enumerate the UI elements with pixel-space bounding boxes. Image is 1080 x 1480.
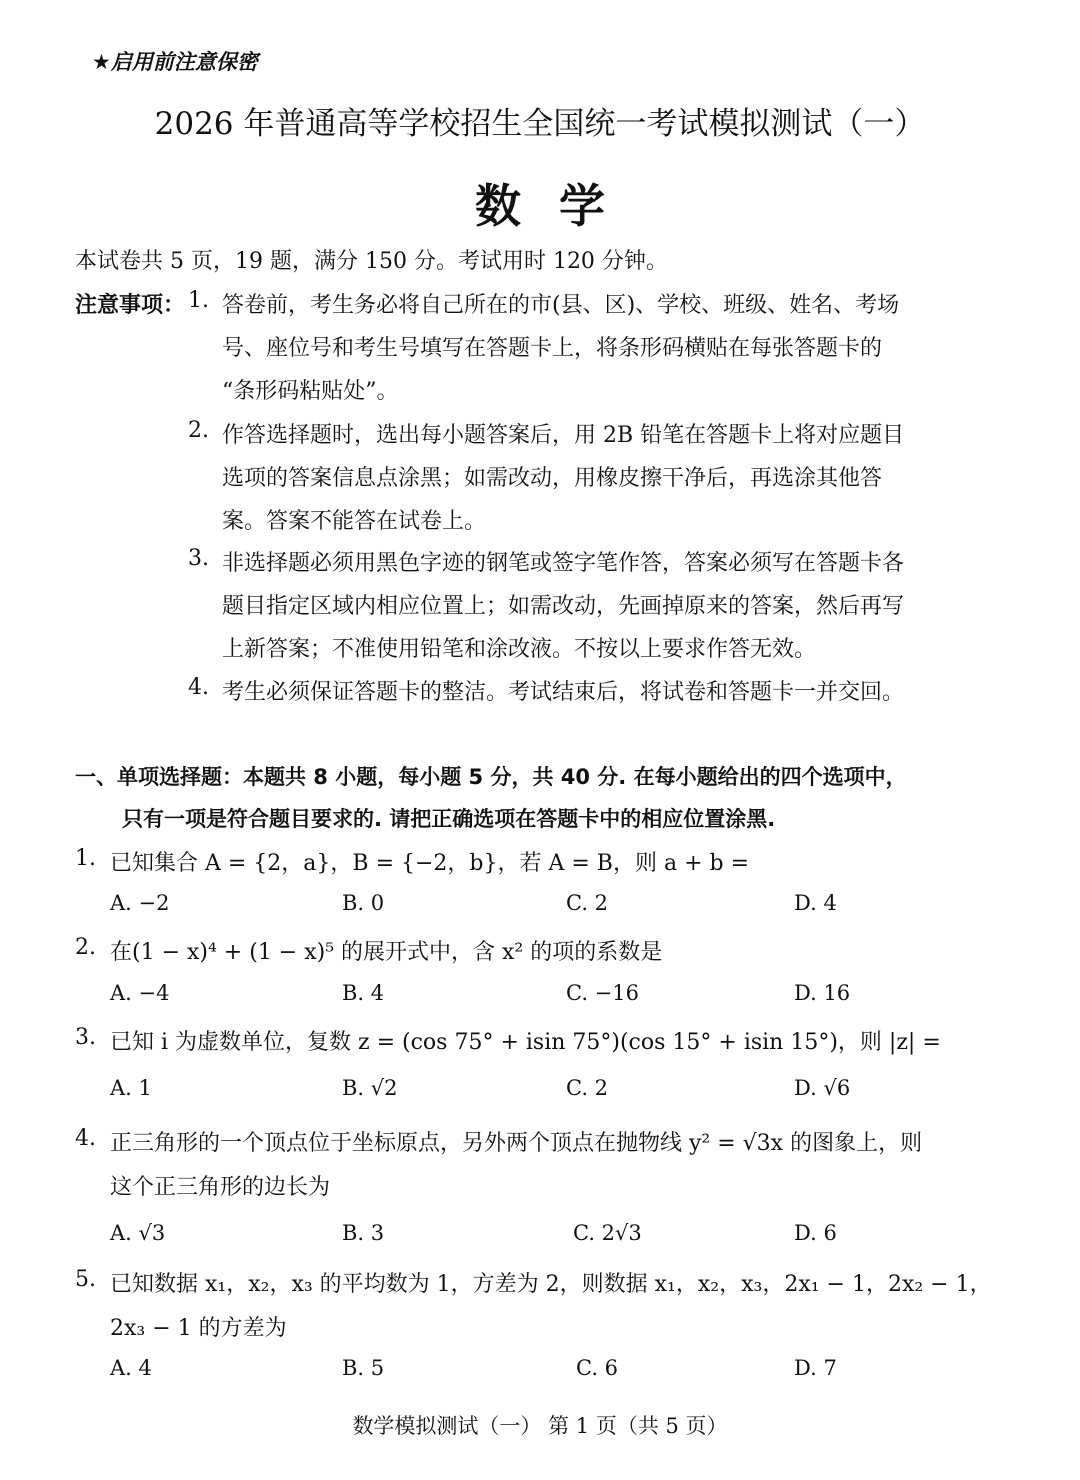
option-b: B. 3 <box>342 1221 385 1245</box>
option-c: C. 2 <box>566 1076 609 1100</box>
option-b: B. 5 <box>342 1356 385 1380</box>
option-d: D. 7 <box>794 1356 837 1380</box>
option-b: B. 0 <box>342 891 385 915</box>
question-stem-continued: 这个正三角形的边长为 <box>110 1175 331 1200</box>
notice-item-line: 上新答案；不准使用铅笔和涂改液。不按以上要求作答无效。 <box>222 637 817 662</box>
option-d: D. 6 <box>794 1221 837 1245</box>
option-c: C. 6 <box>576 1356 619 1380</box>
notice-item-line: 选项的答案信息点涂黑；如需改动，用橡皮擦干净后，再选涂其他答 <box>222 466 883 491</box>
option-c: C. 2 <box>566 891 609 915</box>
question-stem-continued: 2x₃ − 1 的方差为 <box>110 1316 287 1341</box>
notice-item-number: 3. <box>188 546 209 571</box>
notice-item-line: 案。答案不能答在试卷上。 <box>222 509 487 534</box>
question-number: 2. <box>75 935 96 960</box>
exam-intro: 本试卷共 5 页，19 题，满分 150 分。考试用时 120 分钟。 <box>75 249 668 274</box>
option-c: C. −16 <box>566 981 639 1005</box>
notice-item-number: 2. <box>188 418 209 443</box>
option-a: A. √3 <box>110 1221 166 1245</box>
option-a: A. −4 <box>110 981 170 1005</box>
notice-item-number: 4. <box>188 675 209 700</box>
subject-title: 数学 <box>475 179 643 233</box>
question-stem: 已知集合 A = {2，a}，B = {−2，b}，若 A = B，则 a + b = <box>110 851 750 876</box>
notice-label: 注意事项： <box>75 293 186 318</box>
notice-item-number: 1. <box>188 288 209 313</box>
question-number: 4. <box>75 1126 96 1151</box>
option-d: D. √6 <box>794 1076 851 1100</box>
notice-item-line: 非选择题必须用黑色字迹的钢笔或签字笔作答，答案必须写在答题卡各 <box>222 551 905 576</box>
notice-item-line: 题目指定区域内相应位置上；如需改动，先画掉原来的答案，然后再写 <box>222 594 905 619</box>
option-a: A. 4 <box>110 1356 152 1380</box>
confidential-notice: ★启用前注意保密 <box>92 50 258 74</box>
question-stem: 在(1 − x)⁴ + (1 − x)⁵ 的展开式中，含 x² 的项的系数是 <box>110 940 663 965</box>
notice-item-line: 答卷前，考生务必将自己所在的市(县、区)、学校、班级、姓名、考场 <box>222 293 900 318</box>
option-d: D. 16 <box>794 981 851 1005</box>
page-footer: 数学模拟测试（一） 第 1 页（共 5 页） <box>352 1414 728 1438</box>
question-number: 5. <box>75 1267 96 1292</box>
question-number: 3. <box>75 1025 96 1050</box>
option-b: B. 4 <box>342 981 385 1005</box>
option-d: D. 4 <box>794 891 837 915</box>
option-a: A. 1 <box>110 1076 152 1100</box>
question-stem: 正三角形的一个顶点位于坐标原点，另外两个顶点在抛物线 y² = √3x 的图象上，则 <box>110 1131 923 1156</box>
question-number: 1. <box>75 846 96 871</box>
notice-item-line: “条形码粘贴处”。 <box>222 379 399 404</box>
question-stem: 已知数据 x₁，x₂，x₃ 的平均数为 1，方差为 2，则数据 x₁，x₂，x₃，2x₁ − 1，2x₂ − 1， <box>110 1272 992 1297</box>
notice-item-line: 号、座位号和考生号填写在答题卡上，将条形码横贴在每张答题卡的 <box>222 336 883 361</box>
option-a: A. −2 <box>110 891 170 915</box>
section-heading-continued: 只有一项是符合题目要求的. 请把正确选项在答题卡中的相应位置涂黑. <box>122 807 776 831</box>
notice-item-line: 考生必须保证答题卡的整洁。考试结束后，将试卷和答题卡一并交回。 <box>222 680 905 705</box>
notice-item-line: 作答选择题时，选出每小题答案后，用 2B 铅笔在答题卡上将对应题目 <box>222 423 905 448</box>
section-heading: 一、单项选择题：本题共 8 小题，每小题 5 分，共 40 分. 在每小题给出的四个选项中， <box>75 765 907 789</box>
option-c: C. 2√3 <box>573 1221 642 1245</box>
question-stem: 已知 i 为虚数单位，复数 z = (cos 75° + isin 75°)(cos 15° + isin 15°)，则 |z| = <box>110 1030 941 1055</box>
option-b: B. √2 <box>342 1076 398 1100</box>
exam-title: 2026 年普通高等学校招生全国统一考试模拟测试（一） <box>154 106 926 142</box>
